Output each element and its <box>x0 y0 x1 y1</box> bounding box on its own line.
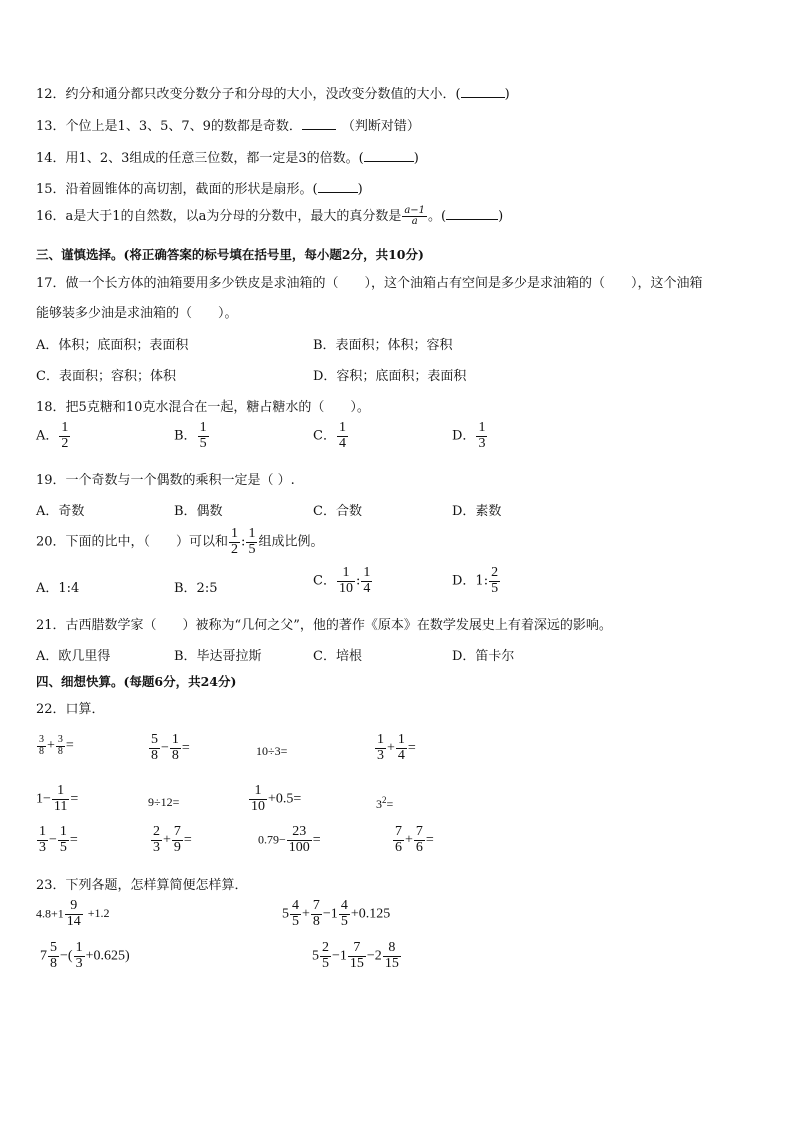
fraction: $\frac{1}{5}$ <box>199 420 207 451</box>
expression-22-9: $\frac{1}{3}$ − $\frac{1}{5}$ = <box>39 824 78 855</box>
section-4-heading: 四、细想快算。(每题6分，共24分) <box>36 674 237 689</box>
fraction: $\frac{1}{5}$ <box>248 526 256 557</box>
option-c[interactable]: C． $\frac{1}{10}$ : $\frac{1}{4}$ <box>313 565 371 596</box>
option-b[interactable]: B．表面积；体积；容积 <box>313 338 453 353</box>
option-b[interactable]: B． $\frac{1}{5}$ <box>174 420 207 451</box>
expression-23-1: 4.8+1 $\frac{9}{14}$ +1.2 <box>36 898 110 929</box>
fraction: $\frac{2}{5}$ <box>491 565 499 596</box>
expression-22-5: 1− $\frac{1}{11}$ = <box>36 783 79 814</box>
expression-22-4: $\frac{1}{3}$ + $\frac{1}{4}$ = <box>377 732 416 763</box>
expression-23-4: 5 $\frac{2}{5}$ −1 $\frac{7}{15}$ −2 $\frac{8}{15}$ <box>312 940 399 971</box>
question-14: 14．用1、2、3组成的任意三位数，都一定是3的倍数。( ) <box>36 151 419 166</box>
expression-22-11: 0.79− $\frac{23}{100}$ = <box>258 824 321 855</box>
question-13-text: 13．个位上是1、3、5、7、9的数都是奇数． <box>36 119 302 134</box>
fraction: $\frac{1}{4}$ <box>338 420 346 451</box>
expression-22-12: $\frac{7}{6}$ + $\frac{7}{6}$ = <box>395 824 434 855</box>
option-a[interactable]: A．欧几里得 <box>36 649 111 664</box>
question-15-text: 15．沿着圆锥体的高切割，截面的形状是扇形。( <box>36 182 318 197</box>
option-d[interactable]: D．容积；底面积；表面积 <box>313 369 467 384</box>
option-c[interactable]: C．培根 <box>313 649 362 664</box>
expression-23-3: 7 $\frac{5}{8}$ −( $\frac{1}{3}$ +0.625) <box>40 940 130 971</box>
question-17-line-1: 17．做一个长方体的油箱要用多少铁皮是求油箱的（ ），这个油箱占有空间是多少是求油箱的（ ），这个油箱 <box>36 276 703 291</box>
option-d[interactable]: D．1: $\frac{2}{5}$ <box>452 565 499 596</box>
question-20: 20．下面的比中，（ ）可以和 $\frac{1}{2}$ : $\frac{1}{5}$ 组成比例。 <box>36 526 324 557</box>
option-d[interactable]: D． $\frac{1}{3}$ <box>452 420 486 451</box>
option-a[interactable]: A．1:4 <box>36 581 80 596</box>
question-18: 18．把5克糖和10克水混合在一起，糖占糖水的（ ）。 <box>36 400 370 415</box>
option-d[interactable]: D．素数 <box>452 504 502 519</box>
question-12: 12．约分和通分都只改变分数分子和分母的大小，没改变分数值的大小．( ) <box>36 87 510 102</box>
fraction: $\frac{1}{2}$ <box>231 526 239 557</box>
option-b[interactable]: B．偶数 <box>174 504 223 519</box>
option-b[interactable]: B．2:5 <box>174 581 218 596</box>
option-b[interactable]: B．毕达哥拉斯 <box>174 649 262 664</box>
expression-22-2: $\frac{5}{8}$ − $\frac{1}{8}$ = <box>151 732 190 763</box>
fraction: $\frac{1}{3}$ <box>478 420 486 451</box>
question-12-text: 12．约分和通分都只改变分数分子和分母的大小，没改变分数值的大小．( <box>36 87 461 102</box>
expression-22-3: 10÷3= <box>256 744 288 758</box>
option-a[interactable]: A．奇数 <box>36 504 85 519</box>
expression-22-6: 9÷12= <box>148 795 180 809</box>
question-14-text: 14．用1、2、3组成的任意三位数，都一定是3的倍数。( <box>36 151 364 166</box>
question-17-line-2: 能够装多少油是求油箱的（ ）。 <box>36 306 238 321</box>
answer-blank[interactable] <box>446 207 498 220</box>
expression-23-2: 5 $\frac{4}{5}$ + $\frac{7}{8}$ −1 $\frac{4}{5}$ +0.125 <box>282 898 391 929</box>
question-19: 19．一个奇数与一个偶数的乘积一定是（ ）. <box>36 473 295 488</box>
question-16-text: 16．a是大于1的自然数，以a为分母的分数中，最大的真分数是 <box>36 209 402 224</box>
fraction: $\frac{1}{10}$ <box>338 565 353 596</box>
option-c[interactable]: C．表面积；容积；体积 <box>36 369 176 384</box>
answer-blank[interactable] <box>461 85 505 98</box>
answer-blank[interactable] <box>302 117 336 130</box>
expression-22-7: $\frac{1}{10}$ +0.5= <box>251 783 302 814</box>
option-a[interactable]: A． $\frac{1}{2}$ <box>36 420 69 451</box>
section-3-heading: 三、谨慎选择。(将正确答案的标号填在括号里，每小题2分，共10分) <box>36 247 424 262</box>
option-c[interactable]: C．合数 <box>313 504 362 519</box>
expression-22-10: $\frac{2}{3}$ + $\frac{7}{9}$ = <box>153 824 192 855</box>
fraction: $\frac{1}{2}$ <box>61 420 69 451</box>
question-16: 16．a是大于1的自然数，以a为分母的分数中，最大的真分数是 $\frac{a-1}{a}$ 。( ) <box>36 204 504 227</box>
question-13: 13．个位上是1、3、5、7、9的数都是奇数． （判断对错） <box>36 119 420 134</box>
fraction: $\frac{1}{4}$ <box>363 565 371 596</box>
answer-blank[interactable] <box>364 149 414 162</box>
question-23-title: 23．下列各题，怎样算简便怎样算． <box>36 878 248 893</box>
question-21: 21．古西腊数学家（ ）被称为“几何之父”，他的著作《原本》在数学发展史上有着深远的影响。 <box>36 618 612 633</box>
option-a[interactable]: A．体积；底面积；表面积 <box>36 338 189 353</box>
expression-22-1: $\frac{3}{8}$ + $\frac{3}{8}$ = <box>39 734 74 757</box>
expression-22-8: $3^2=$ <box>376 795 394 811</box>
question-15: 15．沿着圆锥体的高切割，截面的形状是扇形。( ) <box>36 182 363 197</box>
answer-blank[interactable] <box>318 180 358 193</box>
option-c[interactable]: C． $\frac{1}{4}$ <box>313 420 346 451</box>
fraction: $\frac{a-1}{a}$ <box>404 204 426 227</box>
option-d[interactable]: D．笛卡尔 <box>452 649 515 664</box>
question-22-title: 22．口算． <box>36 702 105 717</box>
